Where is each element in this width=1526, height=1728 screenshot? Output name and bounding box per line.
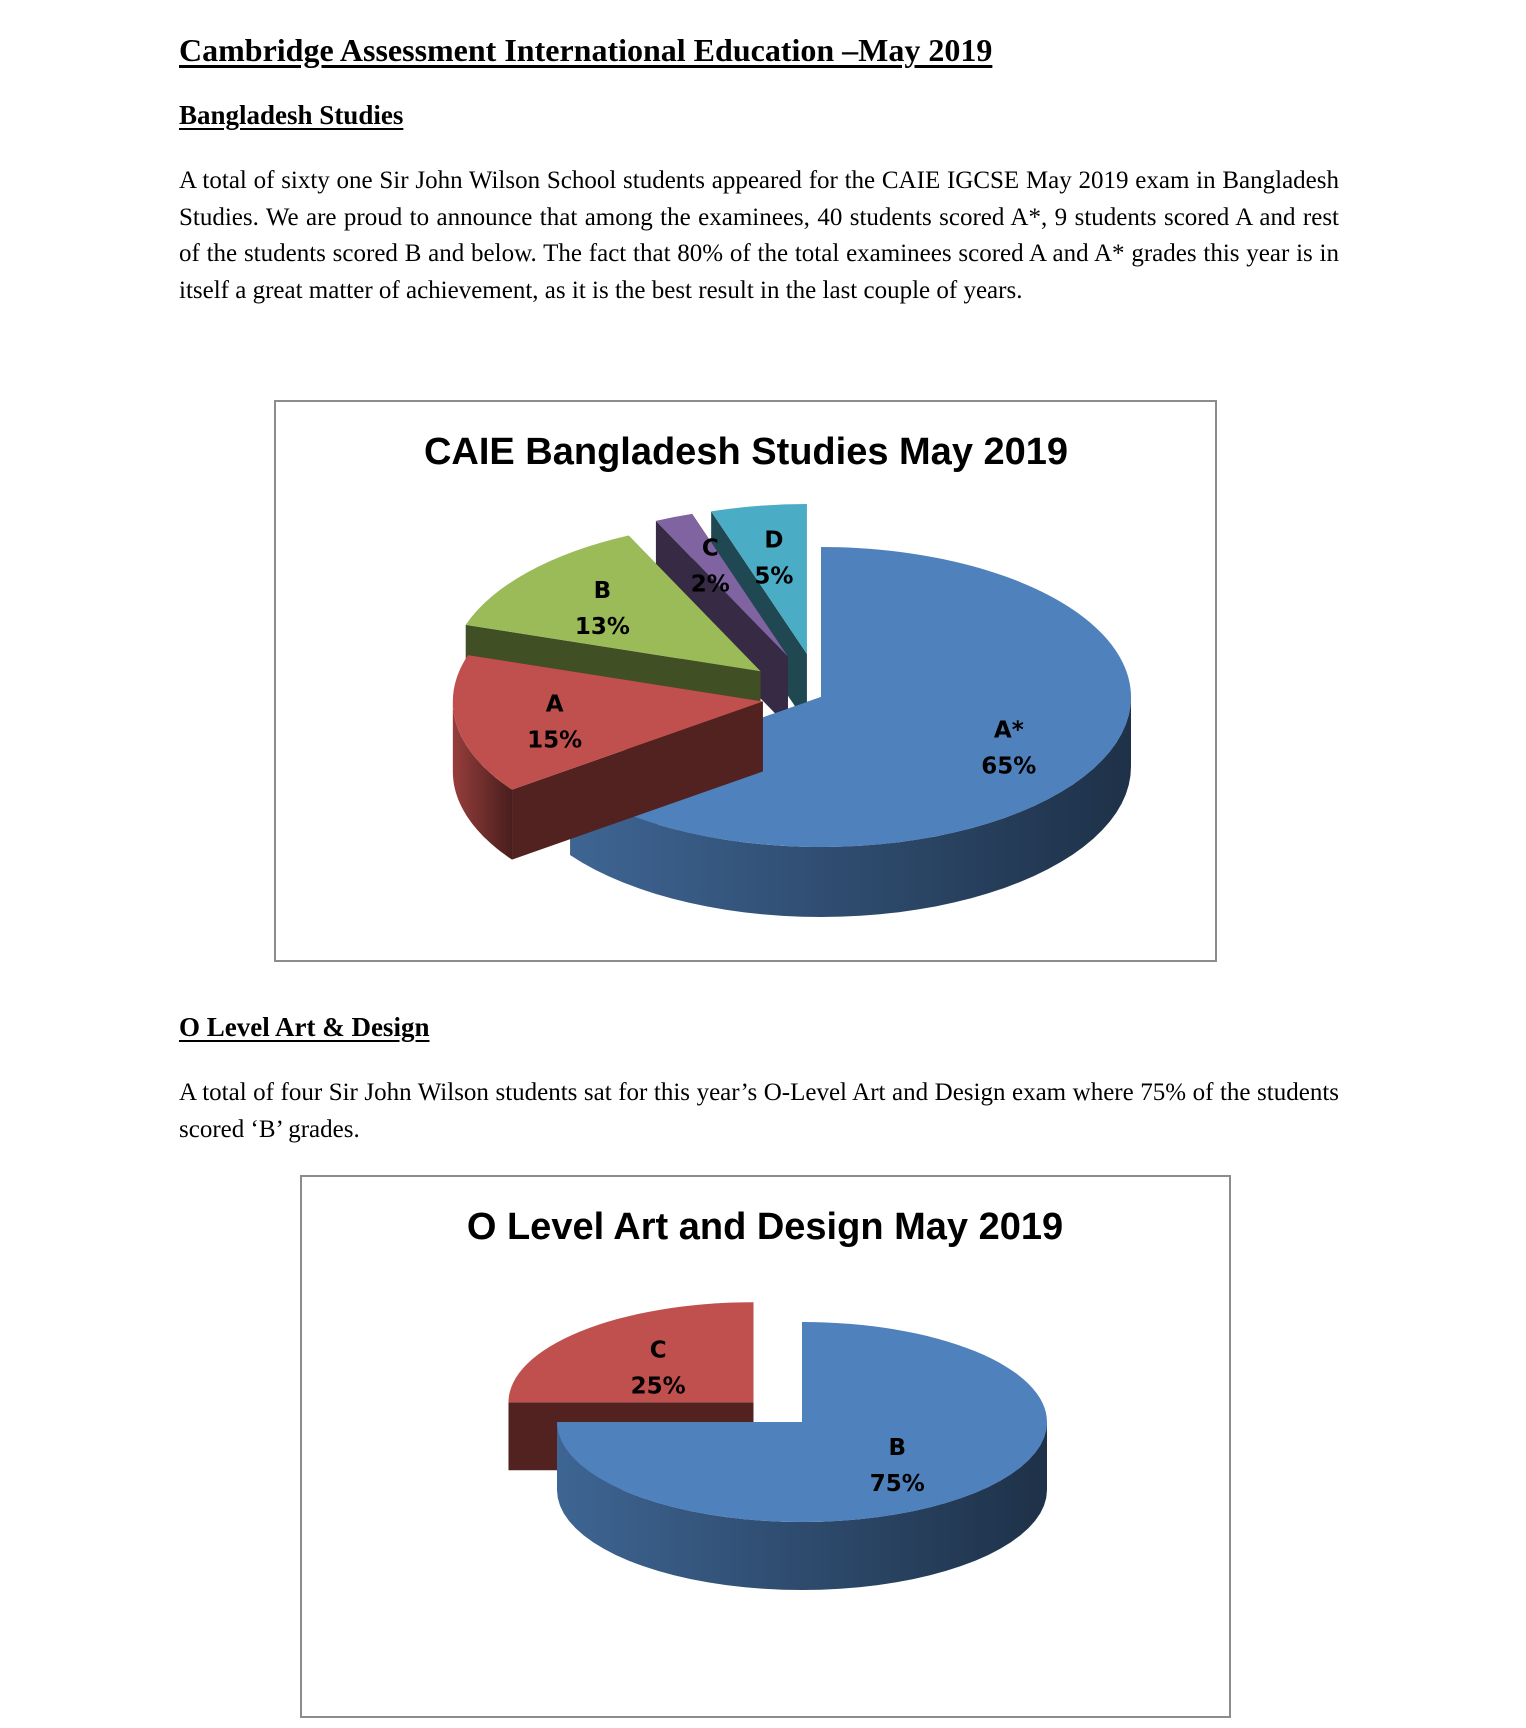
slice-percent-label: 5% (754, 563, 794, 590)
slice-percent-label: 75% (869, 1470, 925, 1497)
slice-category-label: D (764, 527, 784, 554)
slice-category-label: A* (993, 717, 1024, 744)
slice-percent-label: 15% (527, 727, 583, 754)
slice-category-label: B (888, 1434, 907, 1461)
section-heading-bangladesh-studies: Bangladesh Studies (179, 100, 404, 130)
chart-title: O Level Art and Design May 2019 (466, 1206, 1064, 1248)
document-title: Cambridge Assessment International Education –May 2019 (179, 32, 993, 68)
pie-chart-bangladesh-studies (276, 402, 1215, 960)
slice-category-label: B (593, 577, 612, 604)
chart-art-design (300, 1175, 1231, 1718)
section-heading-art-design: O Level Art & Design (179, 1012, 430, 1042)
pie-chart-art-design (302, 1177, 1229, 1716)
chart-bangladesh-studies (274, 400, 1217, 962)
slice-percent-label: 25% (630, 1373, 686, 1400)
slice-percent-label: 65% (981, 753, 1037, 780)
slice-percent-label: 13% (574, 613, 630, 640)
pie-slices (453, 504, 1131, 917)
section-paragraph-art-design: A total of four Sir John Wilson students sat for this year’s O-Level Art and Design exam where 75% of the students scored ‘B’ grades. (179, 1079, 1339, 1143)
section-paragraph-bangladesh-studies: A total of sixty one Sir John Wilson School students appeared for the CAIE IGCSE May 2019 exam in Bangladesh Studies. We are proud to announce that among the examinees, 40 students scored A*, 9 students scored A and rest of the students scored B and below. The fact that 80% of the total examinees scored A and A* grades this year is in itself a great matter of achievement, as it is the best result in the last couple of years. (179, 167, 1339, 304)
slice-category-label: C (649, 1337, 667, 1364)
slice-percent-label: 2% (690, 571, 730, 598)
chart-title: CAIE Bangladesh Studies May 2019 (423, 431, 1069, 473)
slice-category-label: C (701, 535, 719, 562)
pie-slices (508, 1302, 1047, 1590)
slice-category-label: A (545, 691, 564, 718)
